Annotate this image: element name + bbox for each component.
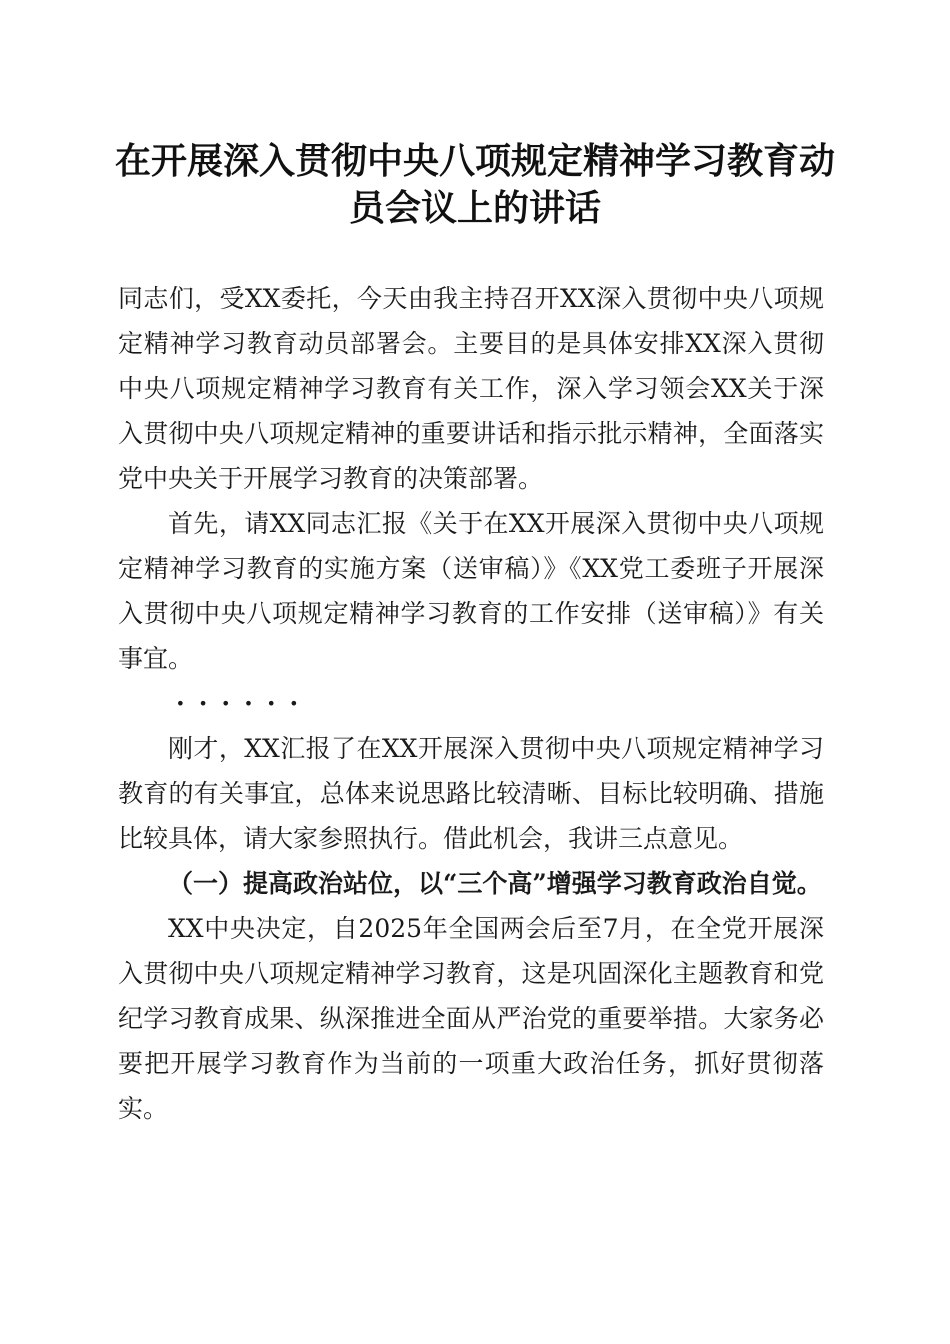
paragraph-central-decision: XX中央决定，自2025年全国两会后至7月，在全党开展深入贯彻中央八项规定精神学习教育，这是巩固深化主题教育和党纪学习教育成果、纵深推进全面从严治党的重要举措。大家务必要把开展学习教育作为当前的一项重大政治任务，抓好贯彻落实。 (118, 914, 824, 1123)
document-body (118, 276, 824, 1131)
section-heading-1: （一）提高政治站位，以“三个高”增强学习教育政治自觉。 (168, 869, 822, 898)
paragraph-summary: 刚才，XX汇报了在XX开展深入贯彻中央八项规定精神学习教育的有关事宜，总体来说思路比较清晰、目标比较明确、措施比较具体，请大家参照执行。借此机会，我讲三点意见。 (118, 734, 824, 853)
paragraph-opening: 同志们，受XX委托，今天由我主持召开XX深入贯彻中央八项规定精神学习教育动员部署会。主要目的是具体安排XX深入贯彻中央八项规定精神学习教育有关工作，深入学习领会XX关于深入贯彻中央八项规定精神的重要讲话和指示批示精神，全面落实党中央关于开展学习教育的决策部署。 (118, 284, 824, 493)
ellipsis-separator: ······ (176, 689, 313, 718)
paragraph-report-request: 首先，请XX同志汇报《关于在XX开展深入贯彻中央八项规定精神学习教育的实施方案（送审稿）》《XX党工委班子开展深入贯彻中央八项规定精神学习教育的工作安排（送审稿）》有关事宜。 (118, 509, 824, 673)
document-title: 在开展深入贯彻中央八项规定精神学习教育动员会议上的讲话 (114, 140, 835, 229)
